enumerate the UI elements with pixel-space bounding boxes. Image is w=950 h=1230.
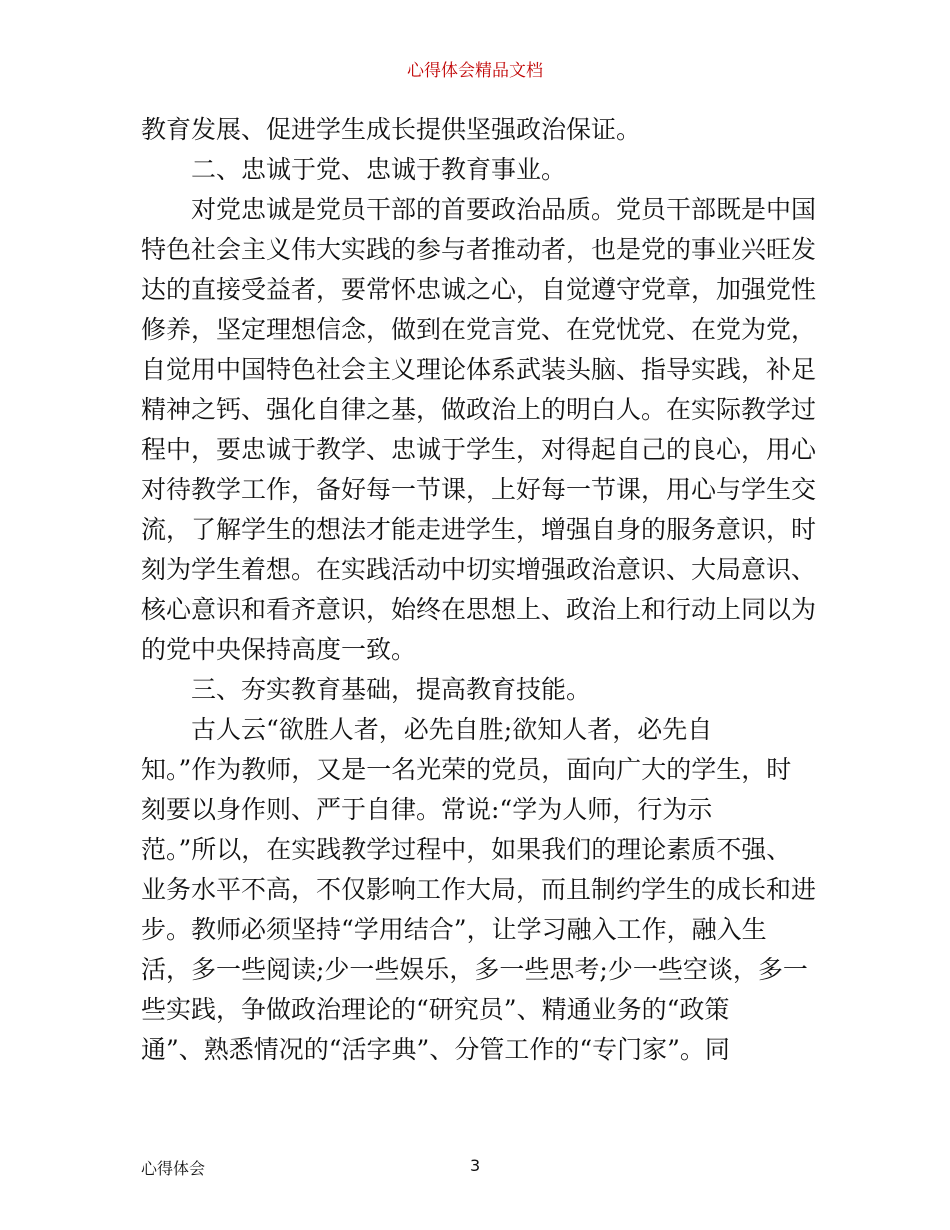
text-line: 对党忠诚是党员干部的首要政治品质。党员干部既是中国 [141, 195, 817, 224]
text-line: 刻为学生着想。在实践活动中切实增强政治意识、大局意识、 [141, 555, 817, 584]
text-line: 的党中央保持高度一致。 [141, 635, 417, 664]
text-line: 三、夯实教育基础，提高教育技能。 [141, 675, 592, 704]
text-line: 流，了解学生的想法才能走进学生，增强自身的服务意识，时 [141, 515, 817, 544]
text-line: 对待教学工作，备好每一节课，上好每一节课，用心与学生交 [141, 475, 817, 504]
text-line: 业务水平不高，不仅影响工作大局，而且制约学生的成长和进 [141, 875, 817, 904]
text-line: 程中，要忠诚于教学、忠诚于学生，对得起自己的良心，用心 [141, 435, 817, 464]
text-line: 刻要以身作则、严于自律。常说:“学为人师，行为示 [141, 795, 713, 824]
text-line: 达的直接受益者，要常怀忠诚之心，自觉遵守党章，加强党性 [141, 275, 817, 304]
footer-label: 心得体会 [141, 1159, 206, 1178]
page-number: 3 [470, 1156, 481, 1175]
text-line: 范。”所以，在实践教学过程中，如果我们的理论素质不强、 [141, 835, 792, 864]
text-line: 活，多一些阅读;少一些娱乐，多一些思考;少一些空谈，多一 [141, 955, 808, 984]
text-line: 特色社会主义伟大实践的参与者推动者，也是党的事业兴旺发 [141, 235, 817, 264]
text-line: 通”、熟悉情况的“活字典”、分管工作的“专门家”。同 [141, 1035, 730, 1064]
text-line: 自觉用中国特色社会主义理论体系武装头脑、指导实践，补足 [141, 355, 817, 384]
text-line: 教育发展、促进学生成长提供坚强政治保证。 [141, 115, 642, 144]
text-line: 知。”作为教师，又是一名光荣的党员，面向广大的学生，时 [141, 755, 792, 784]
text-line: 精神之钙、强化自律之基，做政治上的明白人。在实际教学过 [141, 395, 817, 424]
document-header: 心得体会精品文档 [407, 61, 543, 81]
text-line: 核心意识和看齐意识，始终在思想上、政治上和行动上同以为 [141, 595, 817, 624]
document-body [141, 110, 821, 1070]
text-line: 二、忠诚于党、忠诚于教育事业。 [141, 155, 567, 184]
text-line: 些实践，争做政治理论的“研究员”、精通业务的“政策 [141, 995, 730, 1024]
text-line: 古人云“欲胜人者，必先自胜;欲知人者，必先自 [141, 715, 713, 744]
text-line: 修养，坚定理想信念，做到在党言党、在党忧党、在党为党， [141, 315, 817, 344]
text-line: 步。教师必须坚持“学用结合”，让学习融入工作，融入生 [141, 915, 767, 944]
